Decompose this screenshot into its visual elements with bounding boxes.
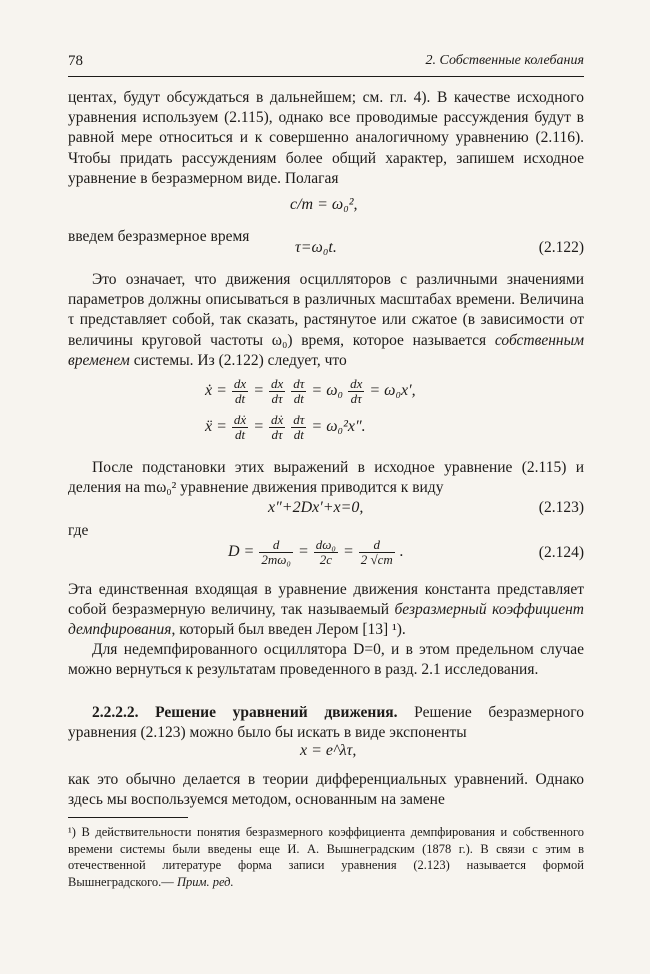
frac-dtau-dt-2: $\frac{d\tau}{dt}$	[293, 412, 305, 442]
eq-xdot-rhs2: = ω₀x′,	[369, 382, 416, 400]
equation-c-over-m: c/m = ω₀²,	[290, 196, 358, 213]
paragraph-intro: центах, будут обсуждаться в дальнейшем; см. гл. 4). В качестве исходного уравнения используем (2.115), однако все проводимые рассуждения будут в равной мере относиться и к совершенно аналогичному уравнению (2.116). Чтобы придать рассуждениям более общий характер, запишем исходное уравнение в безразмерном виде. Полагая	[68, 89, 584, 187]
section-heading-2-2-2-2: 2.2.2.2. Решение уравнений движения.	[92, 704, 398, 721]
frac-dxdot-dt: $\frac{\text{dẋ}}{dt}$	[233, 412, 247, 442]
paragraph-constant-text: Эта единственная входящая в уравнение движения константа представляет собой безразмерную величину, так называемый	[68, 581, 584, 619]
text-where: где	[68, 522, 89, 539]
equation-first-derivative: ẋ = $\frac{dx}{dt}$ = $\frac{dx}{d\tau}$ $\frac{d\tau}{dt}$ = ω₀ $\frac{dx}{d\tau}$ = ω₀x′,	[205, 376, 416, 406]
paragraph-constant	[68, 580, 584, 641]
equation-number-2-122: (2.122)	[538, 239, 584, 256]
frac-dx-dtau-2: $\frac{dx}{d\tau}$	[350, 376, 363, 406]
paragraph-meaning	[68, 270, 584, 371]
paragraph-method: как это обычно делается в теории дифференциальных уравнений. Однако здесь мы воспользуемся методом, основанным на замене	[68, 771, 584, 809]
eq-xddot-rhs: = ω₀²x″.	[311, 418, 366, 436]
eq-xddot-lhs: ẍ =	[205, 418, 227, 436]
header-rule	[68, 76, 584, 77]
eq-D-lhs: D =	[228, 543, 255, 561]
paragraph-undamped: Для недемпфированного осциллятора D=0, и в этом предельном случае можно вернуться к результатам проведенного в разд. 2.1 исследования.	[68, 641, 584, 679]
frac-dxdot-dtau: $\frac{\text{dẋ}}{d\tau}$	[270, 412, 284, 442]
equation-number-2-124: (2.124)	[538, 544, 584, 561]
equation-damping-coefficient: D = $\frac{d}{\text{2mω₀}}$ = $\frac{\text{dω₀}}{2c}$ = $\frac{d}{2 √cm}$ .	[228, 537, 404, 567]
frac-d-2sqrtcm: $\frac{d}{2 √cm}$	[360, 537, 393, 567]
term-damping-coefficient: безразмерный коэффициент демпфирования	[68, 601, 584, 639]
running-title: 2. Собственные колебания	[425, 53, 584, 68]
paragraph-solution-text: Решение безразмерного уравнения (2.123) можно было бы искать в виде экспоненты	[68, 704, 584, 742]
paragraph-constant-end: , который был введен Лером [13] ¹).	[171, 621, 406, 639]
paragraph-meaning-end: системы. Из (2.122) следует, что	[133, 351, 347, 369]
frac-dx-dt: $\frac{dx}{dt}$	[233, 376, 247, 406]
equation-tau: τ=ω₀t.	[295, 239, 337, 256]
eq-xdot-rhs1: = ω₀	[311, 382, 344, 400]
paragraph-substitution: После подстановки этих выражений в исходное уравнение (2.115) и деления на mω₀² уравнение движения приводится к виду	[68, 459, 584, 497]
frac-dtau-dt: $\frac{d\tau}{dt}$	[293, 376, 305, 406]
frac-dw0-2c: $\frac{\text{dω₀}}{2c}$	[315, 537, 336, 567]
term-eigen-time: собственным временем	[68, 331, 584, 369]
equation-motion: x″+2Dx′+x=0,	[268, 499, 364, 516]
page-number: 78	[68, 53, 83, 69]
eq-xdot-lhs: ẋ =	[205, 382, 227, 400]
frac-dx-dtau: $\frac{dx}{d\tau}$	[270, 376, 284, 406]
footnote-text: ¹) В действительности понятия безразмерного коэффициента демпфирования и собственного времени системы были введены еще И. А. Вышнеградским (1878 г.). В связи с этим в отечественной литературе форма записи уравнения (2.123) называется формой Вышнеградского.—	[68, 825, 584, 889]
page-header	[68, 53, 584, 73]
paragraph-meaning-text: Это означает, что движения осцилляторов с различными значениями параметров должны описываться в различных масштабах времени. Величина τ представляет собой, так сказать, растянутое или сжатое (в зависимости от величины круговой частоты ω₀) время, которое называется	[68, 271, 584, 349]
equation-exponential: x = e^λτ,	[300, 742, 357, 759]
paragraph-solution	[68, 703, 584, 743]
frac-d-2mw0: $\frac{d}{\text{2mω₀}}$	[261, 537, 291, 567]
equation-second-derivative: ẍ = $\frac{\text{dẋ}}{dt}$ = $\frac{\text{dẋ}}{d\tau}$ $\frac{d\tau}{dt}$ = ω₀²x″.	[205, 412, 366, 442]
footnote-rule	[68, 817, 188, 818]
equation-number-2-123: (2.123)	[538, 499, 584, 516]
footnote	[68, 824, 584, 890]
text-introduce-time: введем безразмерное время	[68, 228, 250, 245]
footnote-signature: Прим. ред.	[176, 874, 234, 889]
